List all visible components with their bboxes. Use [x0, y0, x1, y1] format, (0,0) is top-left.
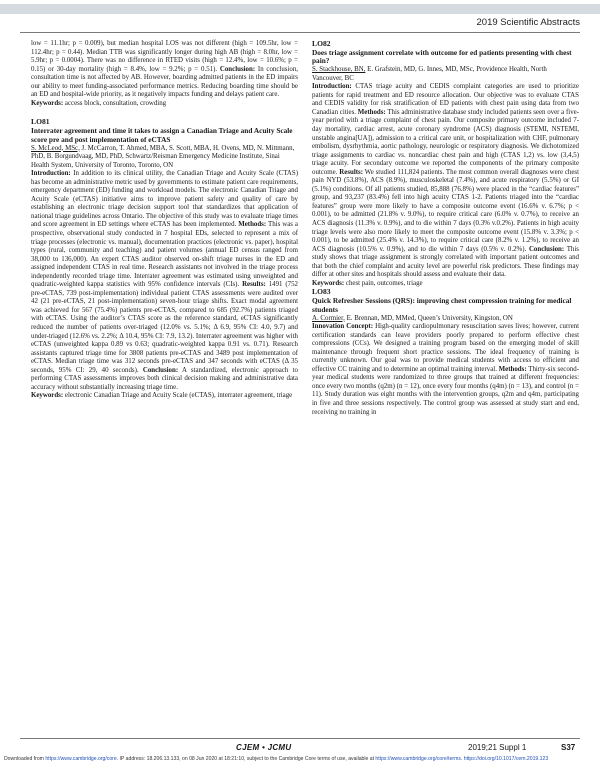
keywords: Keywords: chest pain, outcomes, triage	[312, 279, 423, 287]
keywords: Keywords: electronic Canadian Triage and Acuity Scale (eCTAS), interrater agreement, triage	[31, 392, 293, 400]
abstract-lo82	[312, 40, 579, 288]
doi-link[interactable]: https://doi.org/10.1017/cem.2019.123	[463, 756, 549, 762]
abstract-lo83	[312, 288, 579, 417]
abstract-body: Innovation Concept: High-quality cardiopulmonary resuscitation saves lives; however, current certification standards can leave providers poorly prepared to perform effective chest compressions (CCs). We designed a training program based on the emerging model of skill maintenance through frequent short practice sessions. The ideal frequency of training is currently unknown. Our goal was to provide medical students with access to efficient and effective CC training and to determine an optimal training interval. Methods: Thirty-six second-year medical students were randomized to three groups that trained at different frequencies: once every two months (q2m) (n = 12), once every four months (q4m) (n = 13), and control (n = 11). Study duration was eight months with the intervention groups, q2m and q4m, participating in five and three sessions respectively. The control group was assessed at study start and end, receiving no training in	[312, 323, 579, 416]
abstract-body: Introduction: In addition to its clinical utility, the Canadian Triage and Acuity Scale (CTAS) has become an administrative metric used by governments to estimate patient care requirements, emergency department (ED) funding and workload models. The electronic Canadian Triage and Acuity Scale (eCTAS) initiative aims to improve patient safety and quality of care by establishing an electronic triage decision support tool that standardizes that application of national triage guidelines across Ontario. The objective of this study was to evaluate triage times and score agreement in ED settings where eCTAS has been implemented. Methods: This was a prospective, observational study conducted in 7 hospital EDs, selected to represent a mix of triage processes (electronic vs. manual), documentation practices (electronic vs. paper), hospital types (rural, community and teaching) and patient volumes (annual ED census ranged from 38,000 to 136,000). An expert CTAS auditor observed on-shift triage nurses in the ED and assigned independent CTAS in real time. Research assistants not involved in the triage process independently recorded triage time. Interrater agreement was estimated using unweighted and quadratic-weighted kappa statistics with 95% confidence intervals (CIs). Results: 1491 (752 pre-eCTAS, 739 post-implementation) individual patient CTAS assessments were audited over 42 (21 pre-eCTAS, 21 post-implementation) seven-hour triage shifts. Exact modal agreement was achieved for 567 (75.4%) patients pre-eCTAS, compared to 685 (92.7%) patients triaged with eCTAS. Using the auditor’s CTAS score as the reference standard, eCTAS significantly reduced the number of patients over-triaged (12.0% vs. 5.1%; Δ 6.9, 95% CI: 4.0, 9.7) and under-triaged (12.6% vs. 2.2%; Δ 10.4, 95% CI: 7.9, 13.2). Interrater agreement was higher with eCTAS (unweighted kappa 0.89 vs 0.63; quadratic-weighted kappa 0.91 vs. 0.71). Research assistants captured triage time for 3808 patients pre-eCTAS and 3489 post implementation of eCTAS. Median triage time was 312 seconds pre-eCTAS and 347 seconds with eCTAS (Δ 35 seconds, 95% CI: 29, 40 seconds). Conclusion: A standardized, electronic approach to performing CTAS assessments improves both clinical decision making and administrative data accuracy without substantially increasing triage time.	[31, 170, 299, 391]
page-number: S37	[561, 743, 576, 752]
abstract-authors: A. Cormier, E. Brennan, MD, MMed, Queen’s University, Kingston, ON	[312, 314, 513, 322]
left-column	[31, 40, 298, 401]
abstract-authors: S. Stackhouse, BN, E. Grafstein, MD, G. Innes, MD, MSc, Providence Health, North Vancouver, BC	[312, 66, 547, 82]
top-color-band	[0, 4, 600, 14]
volume-info: 2019;21 Suppl 1	[468, 743, 527, 752]
presenting-author: A. Cormier,	[312, 314, 345, 322]
conclusion-text: In conclusion, consultation time is not affected by AB. However, boarding admitted patients in the ED impairs our ability to meet funding-associated performance metrics. Reducing boarding time should be an ED and hospital-wide priority, as it negatively impacts funding and delays patient care.	[31, 65, 298, 99]
running-title: 2019 Scientific Abstracts	[476, 17, 580, 28]
abstract-id: LO81	[31, 117, 50, 127]
download-notice: Downloaded from https://www.cambridge.org/core. IP address: 18.206.13.133, on 08 Jun 2020 at 18:21:10, subject to the Cambridge Core terms of use, available at https://www.cambridge.org/core/terms. https://doi.org/10.1017/cem.2019.123	[4, 756, 549, 762]
abstract-id: LO83	[312, 287, 331, 297]
header-divider	[20, 32, 580, 33]
abstract-lo81	[31, 118, 298, 401]
footer-divider	[20, 738, 580, 739]
abstract-title: Does triage assignment correlate with outcome for ed patients presenting with chest pain?	[312, 47, 572, 66]
right-column	[312, 40, 579, 417]
abstract-body: Introduction: CTAS triage acuity and CEDIS complaint categories are used to prioritize patients for rapid treatment and ED resource allocation. Our objective was to evaluate CTAS and CEDIS validity for risk stratification of ED patients with chest pain using data from two Canadian cities. Methods: This administrative database study included patients seen over a five-year period with a triage complaint of chest pain. Our composite primary outcome included 7-day mortality, cardiac arrest, acute coronary syndrome (ACS) diagnosis (STEMI, NSTEMI, unstable angina[UA]), admission to a critical care unit, or hospitalization with CHF, pulmonary embolism, dysrhythmia, aortic pathology, neurologic or respiratory diagnosis. We dichotomized triage assignments to cardiac vs. noncardiac chest pain and high (CTAS 1,2) vs. low (3,4,5) triage acuity. For secondary outcome we reported the components of the primary composite outcome. Results: We studied 111,824 patients. The most common overall diagnoses were chest pain NYD (53.8%), ACS (8.9%), musculoskeletal (7.4%), and acute respiratory (5.5%) or GI (5.1%) conditions. Of all patients studied, 85,888 (76.8%) were placed in the “cardiac features” group, and 93,237 (83.4%) fell into high acuity CTAS 1-2. Patients triaged into the “cardiac features” group were more likely to have a composite outcome event (16.6% v. 6.7%; p < 0.001), to be admitted (21.8% v. 9.0%), to require critical care (6.0% v. 0.7%), to receive an ACS diagnosis (11.3% v. 0.9%), and to die within 7 days (0.3% v.0.2%). Patients in high acuity triage levels were also more likely to meet the composite outcome event (15.8% v. 3.3%; p < 0.001), to be admitted (25.4% v. 14.3%), to require critical care (8.2% v. 1.2%), to receive an ACS diagnosis (10.5% v. 0.9%), and to die within 7 days (0.5% v. 0.2%). Conclusion: This study shows that triage assignment is strongly correlated with important patient outcomes and that both the chief complaint and acuity level are powerful risk predictors. These findings may differ at other sites and hospitals should assess and evaluate their data.	[312, 83, 579, 279]
abstract-title: Quick Refresher Sessions (QRS): improving chest compression training for medical students	[312, 295, 572, 314]
abstract-title: Interrater agreement and time it takes to assign a Canadian Triage and Acuity Scale score pre and post implementation of eCTAS	[31, 125, 293, 144]
keywords-label: Keywords:	[31, 99, 64, 107]
keywords	[31, 100, 298, 109]
presenting-author: S. McLeod, MSc,	[31, 144, 80, 152]
conclusion-label: Conclusion:	[219, 65, 256, 73]
presenting-author: S. Stackhouse, BN,	[312, 66, 366, 74]
lo80-results-text: low = 11.1hr; p = 0.009), but median hospital LOS was not different (high = 109.5hr, low = 112.4hr; p = 0.44). Median TTB was significantly longer during high AB (high = 8.0hr, low = 5.9hr; p = 0.0004). There was no difference in RTED visits (high = 12.4%, low = 10.6%; p = 0.15) or 30-day mortality (high = 8.4%, low = 9.2%; p = 0.51). Conclusion: In conclusion, consultation time is not affected by AB. However, boarding admitted patients in the ED impairs our ability to meet funding-associated performance metrics. Reducing boarding time should be an ED and hospital-wide priority, as it negatively impacts funding and delays patient care.	[31, 40, 298, 99]
cambridge-core-link[interactable]: https://www.cambridge.org/core	[45, 756, 117, 762]
keywords-text: access block, consultation, crowding	[64, 99, 167, 107]
abstract-authors: S. McLeod, MSc, J. McCarron, T. Ahmed, MBA, S. Scott, MBA, H. Ovens, MD, N. Mittmann, PhD, B. Borgundvaag, MD, PhD, Schwartz/Reisman Emergency Medicine Institute, Sinai Health System, University of Toronto, Toronto, ON	[31, 144, 295, 169]
journal-name: CJEM • JCMU	[236, 743, 292, 752]
abstract-id: LO82	[312, 39, 331, 48]
terms-link[interactable]: https://www.cambridge.org/core/terms	[375, 756, 461, 762]
lo80-continuation	[31, 40, 298, 108]
